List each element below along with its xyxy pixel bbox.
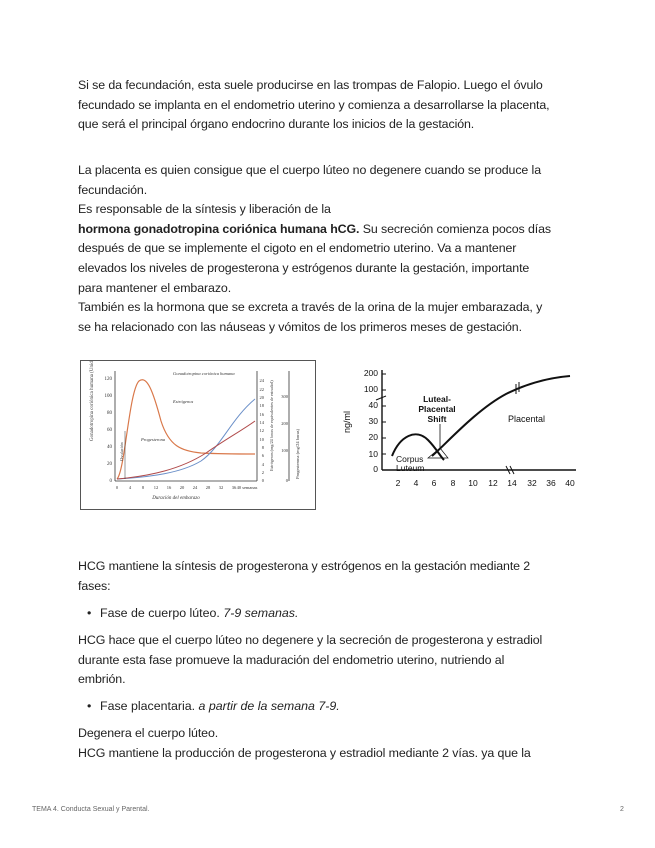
tick-mid: 24 [259,378,264,383]
tick-x: 40 [565,478,575,488]
tick-right: 0 [285,478,288,483]
text-line: embrión. [78,672,126,687]
corpus-label: Luteum [396,463,425,473]
text-line: elevados los niveles de progesterona y estrógenos durante la gestación, importante [78,260,530,275]
tick-y: 200 [363,368,378,378]
text-line: La placenta es quien consigue que el cuerpo lúteo no degenere cuando se produce la [78,163,542,177]
tick-y: 100 [363,384,378,394]
tick-left: 80 [107,411,112,416]
tick-mid: 20 [259,395,264,400]
text-line: fases: [78,578,111,593]
paragraph-placenta [78,161,583,337]
text-line: se ha relacionado con las náuseas y vómitos de los primeros meses de gestación. [78,319,522,334]
tick-x: 12 [153,485,159,490]
text-line: Si se da fecundación, esta suele producirse en las trompas de Falopio. Luego el óvulo [78,78,543,92]
tick-mid: 22 [259,387,264,392]
paragraph-fases [78,557,583,596]
tick-x: 20 [179,485,185,490]
figure-hcg-ngml [336,360,582,505]
shift-label: Luteal- [423,394,451,404]
paragraph-cuerpo-luteo [78,631,583,690]
tick-x: 16 [166,485,172,490]
text-line: También es la hormona que se excreta a través de la orina de la mujer embarazada, y [78,300,543,315]
shift-label: Shift [427,414,447,424]
tick-mid: 14 [259,420,264,425]
tick-mid: 6 [261,453,264,458]
y-axis-label: ng/ml [342,410,352,434]
figure-hormone-levels-pregnancy [80,360,316,510]
tick-x: 12 [488,478,498,488]
tick-x: 0 [115,485,119,490]
tick-left: 60 [107,428,112,433]
tick-y: 0 [373,464,378,474]
shift-label: Placental [418,404,456,414]
tick-y: 20 [368,432,378,442]
tick-mid: 16 [259,412,264,417]
estrogen-curve [117,399,255,479]
hcg-label: Gonadotropina coriónica humana [173,371,235,376]
tick-left: 40 [107,445,112,450]
tick-x: 24 [192,485,198,490]
tick-x: 4 [413,478,419,488]
text-line: HCG hace que el cuerpo lúteo no degenere y la secreción de progesterona y estradiol [78,633,543,647]
tick-x: 6 [431,478,437,488]
tick-mid: 10 [259,437,264,442]
tick-y: 10 [368,449,378,459]
tick-x: 8 [141,485,145,490]
tick-mid: 8 [261,445,264,450]
text-line: durante esta fase promueve la maduración del endometrio uterino, nutriendo al [78,652,505,667]
bullet-text: Fase placentaria. [100,699,196,713]
tick-left: 0 [109,479,112,484]
text-fragment: Su secreción comienza pocos días [359,221,552,236]
tick-x: 8 [450,478,456,488]
placental-curve [432,376,570,456]
tick-right: 200 [281,421,288,426]
tick-mid: 2 [261,470,264,475]
hcg-curve [117,380,255,479]
page-number: 2 [620,806,624,813]
text-line: HCG mantiene la producción de progesterona y estradiol mediante 2 vías. ya que la [78,745,531,760]
bullet-italic: 7-9 semanas. [223,606,299,620]
corpus-label: Corpus [396,454,424,464]
text-line: HCG mantiene la síntesis de progesterona y estrógenos en la gestación mediante 2 [78,559,531,573]
tick-x: 10 [468,478,478,488]
tick-mid: 0 [261,478,264,483]
bullet-italic: a partir de la semana 7-9. [198,699,340,713]
list-item [78,697,340,717]
paragraph-fecundacion [78,76,583,135]
text-line: que será el principal órgano endocrino durante los inicios de la gestación. [78,117,475,132]
tick-left: 100 [104,394,112,399]
tick-mid: 4 [261,462,264,467]
text-line: después de que se implemente el cigoto en el endometrio uterino. Va a mantener [78,241,517,256]
y-axis-label-left: Gonadotropina coriónica humana (Unidades/ml) [90,361,95,441]
figure-hcg-svg [336,360,582,505]
tick-x: 2 [395,478,401,488]
text-line: fecundado se implanta en el endometrio uterino y comienza a desarrollarse la placenta, [78,97,550,112]
text-line-bold [78,220,583,240]
text-line: para mantener el embarazo. [78,280,232,295]
text-line: Es responsable de la síntesis y liberación de la [78,202,331,217]
x-axis-label: Duración del embarazo [152,496,200,501]
ovulation-label: Ovulación [119,442,124,461]
tick-x: 32 [527,478,537,488]
tick-x: 4 [128,485,132,490]
figure-hormone-svg [81,361,315,509]
placental-label: Placental [508,414,546,424]
tick-right: 300 [281,394,288,399]
tick-x: 36 [231,485,237,490]
tick-x: 28 [205,485,211,490]
tick-x: 14 [507,478,517,488]
paragraph-placentaria [78,724,583,763]
tick-x: 36 [546,478,556,488]
footer-title: TEMA 4. Conducta Sexual y Parental. [32,806,150,813]
hcg-bold-term: hormona gonadotropina coriónica humana hCG. [78,221,360,236]
text-line: Degenera el cuerpo lúteo. [78,726,219,740]
tick-right: 100 [281,448,288,453]
mid-axis-label: Estrógenos (mg/24 horas de equivalentes de estradiol) [269,380,274,471]
bullet-list-1 [78,604,298,624]
tick-x: 32 [218,485,224,490]
tick-x: 40 semanas [236,485,258,490]
tick-y: 30 [368,416,378,426]
list-item [78,604,298,624]
tick-y: 40 [368,400,378,410]
text-line: fecundación. [78,182,148,197]
tick-mid: 18 [259,403,264,408]
tick-left: 120 [104,377,112,382]
estrogen-label: Estrógenos [173,399,194,404]
bullet-text: Fase de cuerpo lúteo. [100,606,220,620]
progesterone-label: Progesterona [141,437,166,442]
tick-left: 20 [107,462,112,467]
right-axis-label: Progesterona (mg/24 horas) [295,429,300,479]
bullet-list-2 [78,697,340,717]
tick-mid: 12 [259,428,264,433]
